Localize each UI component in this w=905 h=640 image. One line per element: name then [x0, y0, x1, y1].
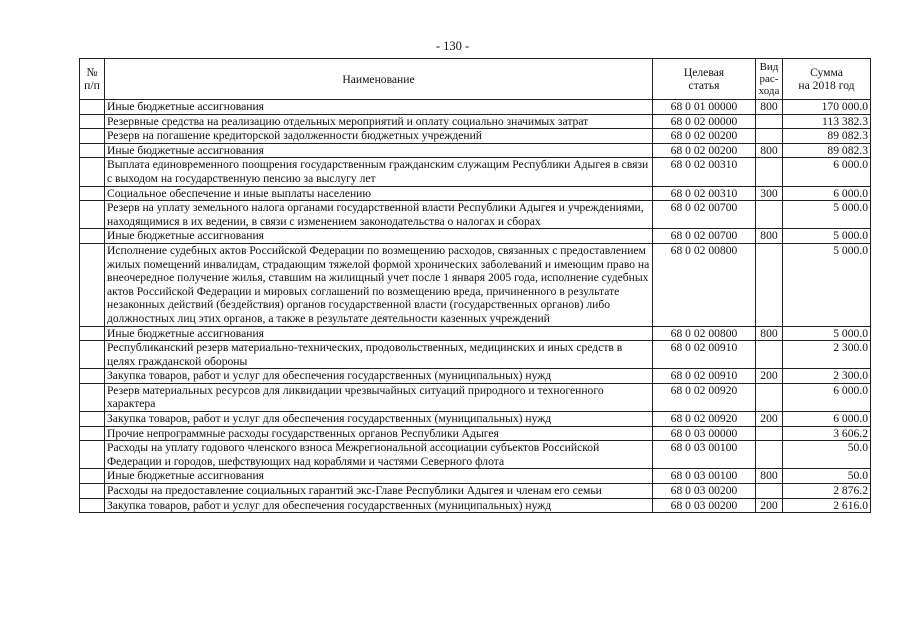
table-row: [80, 243, 871, 326]
cell-kind: [756, 114, 783, 129]
cell-code: 68 0 03 00100: [653, 469, 756, 484]
cell-sum: 6 000.0: [783, 412, 871, 427]
cell-num: [80, 143, 105, 158]
header-name: Наименование: [105, 59, 653, 100]
table-row: [80, 469, 871, 484]
cell-num: [80, 484, 105, 499]
cell-name: Резерв материальных ресурсов для ликвидации чрезвычайных ситуаций природного и техногенного характера: [105, 383, 653, 411]
cell-code: 68 0 02 00800: [653, 243, 756, 326]
cell-num: [80, 326, 105, 341]
cell-num: [80, 341, 105, 369]
cell-name: Иные бюджетные ассигнования: [105, 100, 653, 115]
cell-num: [80, 100, 105, 115]
table-row: [80, 341, 871, 369]
table-row: [80, 129, 871, 144]
header-code: Целевая статья: [653, 59, 756, 100]
cell-code: 68 0 02 00910: [653, 369, 756, 384]
cell-name: Иные бюджетные ассигнования: [105, 326, 653, 341]
cell-sum: 113 382.3: [783, 114, 871, 129]
cell-kind: [756, 484, 783, 499]
cell-kind: 200: [756, 412, 783, 427]
cell-num: [80, 412, 105, 427]
cell-code: 68 0 02 00310: [653, 186, 756, 201]
cell-num: [80, 469, 105, 484]
cell-kind: [756, 158, 783, 186]
cell-kind: 800: [756, 143, 783, 158]
cell-kind: 800: [756, 469, 783, 484]
cell-sum: 5 000.0: [783, 229, 871, 244]
cell-name: Иные бюджетные ассигнования: [105, 469, 653, 484]
cell-num: [80, 229, 105, 244]
cell-sum: 6 000.0: [783, 383, 871, 411]
cell-name: Резервные средства на реализацию отдельных мероприятий и оплату социально значимых затрат: [105, 114, 653, 129]
cell-kind: [756, 426, 783, 441]
cell-sum: 6 000.0: [783, 158, 871, 186]
cell-name: Социальное обеспечение и иные выплаты населению: [105, 186, 653, 201]
cell-num: [80, 114, 105, 129]
cell-code: 68 0 02 00910: [653, 341, 756, 369]
cell-kind: 300: [756, 186, 783, 201]
cell-sum: 2 300.0: [783, 341, 871, 369]
table-row: [80, 369, 871, 384]
cell-name: Закупка товаров, работ и услуг для обеспечения государственных (муниципальных) нужд: [105, 412, 653, 427]
table-row: [80, 383, 871, 411]
cell-name: Исполнение судебных актов Российской Федерации по возмещению расходов, связанных с предоставлением жилых помещений инвалидам, страдающим тяжелой формой хронических заболеваний и имеющим право на внеочередное получение жилья, ставшим на жилищный учет после 1 января 2005 года, исполнение судебных актов Российской Федерации и мировых соглашений по возмещению вреда, причиненного в результате незаконных действий (бездействия) органов государственной власти (государственных органов) либо должностных лиц этих органов, а также в результате деятельности казенных учреждений: [105, 243, 653, 326]
cell-kind: 800: [756, 229, 783, 244]
table-row: [80, 326, 871, 341]
cell-code: 68 0 02 00200: [653, 129, 756, 144]
cell-kind: [756, 341, 783, 369]
cell-num: [80, 201, 105, 229]
cell-kind: [756, 441, 783, 469]
cell-sum: 2 300.0: [783, 369, 871, 384]
cell-code: 68 0 02 00000: [653, 114, 756, 129]
table-row: [80, 186, 871, 201]
cell-kind: [756, 129, 783, 144]
cell-sum: 89 082.3: [783, 143, 871, 158]
cell-kind: [756, 201, 783, 229]
cell-name: Республиканский резерв материально-технических, продовольственных, медицинских и иных средств в целях гражданской обороны: [105, 341, 653, 369]
cell-num: [80, 186, 105, 201]
cell-num: [80, 426, 105, 441]
cell-code: 68 0 02 00920: [653, 412, 756, 427]
cell-code: 68 0 02 00800: [653, 326, 756, 341]
cell-code: 68 0 03 00000: [653, 426, 756, 441]
cell-sum: 3 606.2: [783, 426, 871, 441]
table-header: [80, 59, 871, 100]
cell-sum: 6 000.0: [783, 186, 871, 201]
cell-num: [80, 158, 105, 186]
cell-code: 68 0 02 00200: [653, 143, 756, 158]
cell-sum: 2 876.2: [783, 484, 871, 499]
cell-sum: 170 000.0: [783, 100, 871, 115]
cell-name: Иные бюджетные ассигнования: [105, 229, 653, 244]
cell-sum: 2 616.0: [783, 498, 871, 513]
header-sum: Сумма на 2018 год: [783, 59, 871, 100]
table-row: [80, 201, 871, 229]
cell-sum: 50.0: [783, 469, 871, 484]
cell-name: Резерв на уплату земельного налога органами государственной власти Республики Адыгея и учреждениями, находящимися в их ведении, в связи с изменением законодательства о налогах и сборах: [105, 201, 653, 229]
cell-code: 68 0 02 00700: [653, 229, 756, 244]
cell-sum: 5 000.0: [783, 201, 871, 229]
table-row: [80, 114, 871, 129]
cell-num: [80, 369, 105, 384]
cell-name: Иные бюджетные ассигнования: [105, 143, 653, 158]
cell-sum: 5 000.0: [783, 326, 871, 341]
table-row: [80, 484, 871, 499]
header-num: № п/п: [80, 59, 105, 100]
cell-num: [80, 498, 105, 513]
cell-num: [80, 243, 105, 326]
table-row: [80, 143, 871, 158]
cell-kind: [756, 383, 783, 411]
table-row: [80, 412, 871, 427]
table-body: [80, 100, 871, 513]
cell-sum: 5 000.0: [783, 243, 871, 326]
cell-name: Выплата единовременного поощрения государственным гражданским служащим Республики Адыгея в связи с выходом на государственную пенсию за выслугу лет: [105, 158, 653, 186]
cell-code: 68 0 03 00100: [653, 441, 756, 469]
cell-code: 68 0 02 00310: [653, 158, 756, 186]
cell-code: 68 0 02 00920: [653, 383, 756, 411]
cell-code: 68 0 03 00200: [653, 498, 756, 513]
cell-name: Резерв на погашение кредиторской задолженности бюджетных учреждений: [105, 129, 653, 144]
table-row: [80, 426, 871, 441]
cell-kind: 200: [756, 369, 783, 384]
cell-code: 68 0 02 00700: [653, 201, 756, 229]
table-row: [80, 100, 871, 115]
table-row: [80, 498, 871, 513]
header-kind: Вид рас- хода: [756, 59, 783, 100]
cell-code: 68 0 03 00200: [653, 484, 756, 499]
table-row: [80, 229, 871, 244]
cell-name: Закупка товаров, работ и услуг для обеспечения государственных (муниципальных) нужд: [105, 498, 653, 513]
table-row: [80, 158, 871, 186]
cell-name: Расходы на уплату годового членского взноса Межрегиональной ассоциации субъектов Российской Федерации и городов, шефствующих над кораблями и частями Северного флота: [105, 441, 653, 469]
cell-kind: 200: [756, 498, 783, 513]
cell-kind: 800: [756, 326, 783, 341]
cell-name: Прочие непрограммные расходы государственных органов Республики Адыгея: [105, 426, 653, 441]
cell-code: 68 0 01 00000: [653, 100, 756, 115]
table-row: [80, 441, 871, 469]
budget-table: [79, 58, 871, 513]
cell-num: [80, 129, 105, 144]
page-number: - 130 -: [435, 39, 470, 53]
cell-name: Расходы на предоставление социальных гарантий экс-Главе Республики Адыгея и членам его семьи: [105, 484, 653, 499]
cell-kind: [756, 243, 783, 326]
cell-num: [80, 383, 105, 411]
cell-num: [80, 441, 105, 469]
cell-name: Закупка товаров, работ и услуг для обеспечения государственных (муниципальных) нужд: [105, 369, 653, 384]
cell-sum: 89 082.3: [783, 129, 871, 144]
cell-sum: 50.0: [783, 441, 871, 469]
cell-kind: 800: [756, 100, 783, 115]
